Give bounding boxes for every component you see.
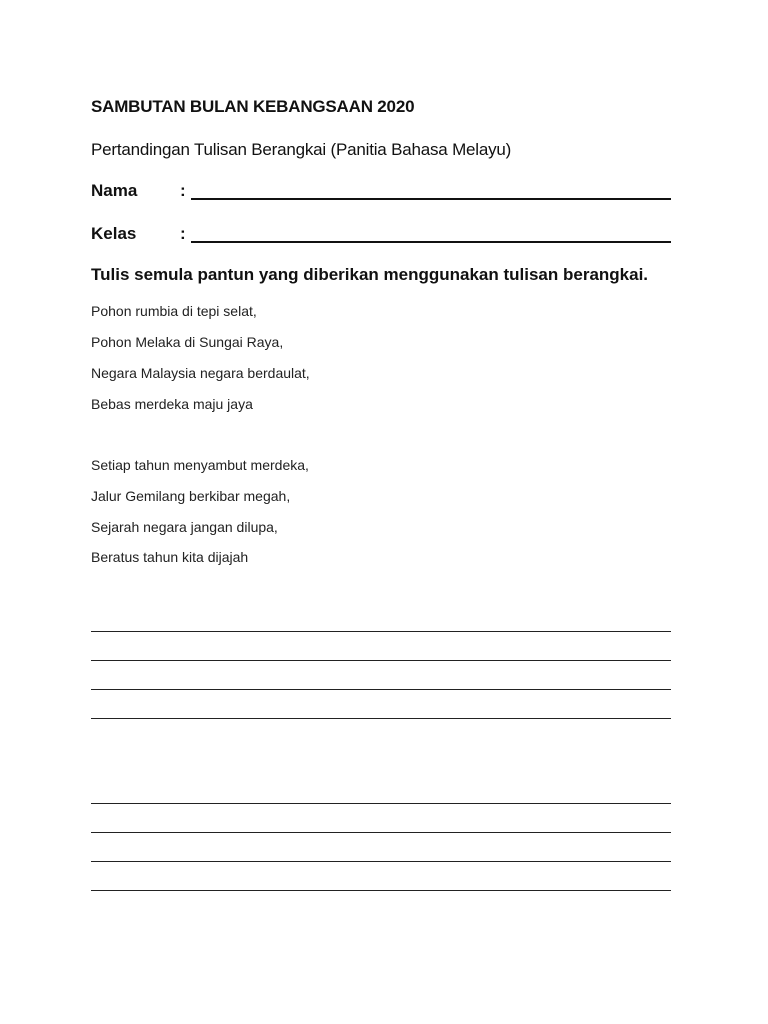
writing-line[interactable]	[91, 803, 671, 804]
writing-line[interactable]	[91, 890, 671, 891]
class-field[interactable]	[91, 224, 671, 246]
pantun-line: Pohon Melaka di Sungai Raya,	[91, 334, 284, 350]
name-colon: :	[180, 181, 186, 200]
page-title: SAMBUTAN BULAN KEBANGSAAN 2020	[91, 97, 415, 116]
name-label: Nama	[91, 181, 138, 200]
writing-line[interactable]	[91, 832, 671, 833]
writing-line[interactable]	[91, 660, 671, 661]
writing-line[interactable]	[91, 718, 671, 719]
instruction-text: Tulis semula pantun yang diberikan menggunakan tulisan berangkai.	[91, 265, 649, 284]
page-subtitle: Pertandingan Tulisan Berangkai (Panitia Bahasa Melayu)	[91, 140, 512, 159]
class-input-line[interactable]	[191, 241, 671, 243]
class-colon: :	[180, 224, 186, 243]
writing-line[interactable]	[91, 689, 671, 690]
name-input-line[interactable]	[191, 198, 671, 200]
pantun-line: Pohon rumbia di tepi selat,	[91, 303, 257, 319]
name-field[interactable]	[91, 181, 671, 203]
class-label: Kelas	[91, 224, 137, 243]
pantun-line: Setiap tahun menyambut merdeka,	[91, 457, 309, 473]
pantun-line: Negara Malaysia negara berdaulat,	[91, 365, 310, 381]
writing-line[interactable]	[91, 631, 671, 632]
pantun-line: Beratus tahun kita dijajah	[91, 549, 249, 565]
writing-line[interactable]	[91, 861, 671, 862]
pantun-line: Sejarah negara jangan dilupa,	[91, 519, 278, 535]
pantun-line: Bebas merdeka maju jaya	[91, 396, 253, 412]
pantun-line: Jalur Gemilang berkibar megah,	[91, 488, 291, 504]
